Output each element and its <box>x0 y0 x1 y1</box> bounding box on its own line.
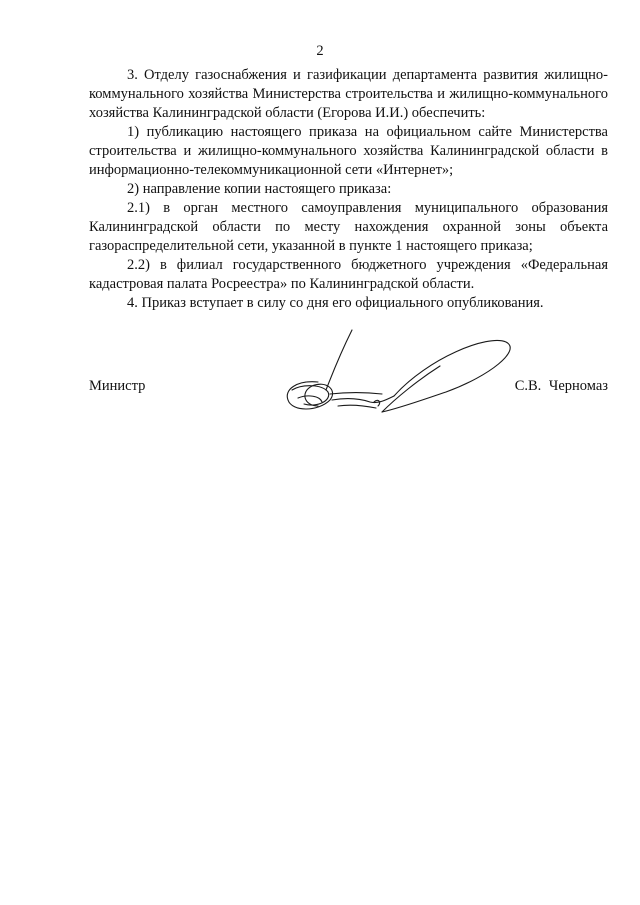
signature-block <box>89 374 608 398</box>
paragraph-item-3-2: 2) направление копии настоящего приказа: <box>127 181 392 197</box>
paragraph-item-3-2-2: 2.2) в филиал государственного бюджетного учреждения «Федеральная кадастровая палата Росреестра» по Калининградской области. <box>89 257 608 292</box>
paragraph-item-4: 4. Приказ вступает в силу со дня его официального опубликования. <box>127 295 544 311</box>
paragraph-item-3: 3. Отделу газоснабжения и газификации департамента развития жилищно-коммунального хозяйства Министерства строительства и жилищно-коммунального хозяйства Калининградской области (Егорова И.И.) обеспечить: <box>89 67 608 121</box>
signer-name: С.В. Черномаз <box>514 378 608 394</box>
page-number: 2 <box>316 43 324 59</box>
signer-title: Министр <box>89 378 146 394</box>
paragraph-item-3-1: 1) публикацию настоящего приказа на официальном сайте Министерства строительства и жилищно-коммунального хозяйства Калининградской области в информационно-телекоммуникационной сети «Интернет»; <box>89 124 608 178</box>
document-body <box>89 66 608 313</box>
paragraph-item-3-2-1: 2.1) в орган местного самоуправления муниципального образования Калининградской области по месту нахождения охранной зоны объекта газораспределительной сети, указанной в пункте 1 настоящего приказа; <box>89 200 608 254</box>
